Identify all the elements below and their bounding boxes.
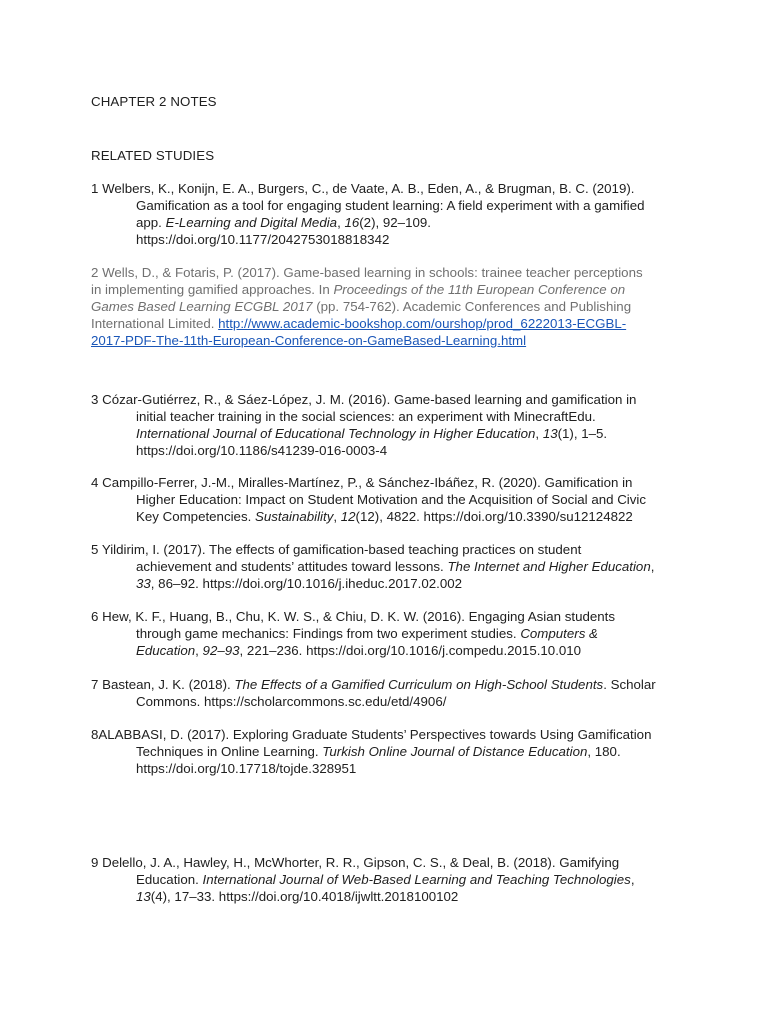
section-title: RELATED STUDIES — [91, 148, 215, 163]
reference-item: 7 Bastean, J. K. (2018). The Effects of a Gamified Curriculum on High-School Students. Scholar Commons. https://scholarcommons.sc.edu/etd/4906/ — [91, 677, 656, 709]
chapter-title: CHAPTER 2 NOTES — [91, 94, 217, 109]
reference-item: 2 Wells, D., & Fotaris, P. (2017). Game-based learning in schools: trainee teacher perceptions in implementing gamified approaches. In Proceedings of the 11th European Conference on Games Based Learning ECGBL 2017 (pp. 754-762). Academic Conferences and Publishing International Limited. http://www.academic-bookshop.com/ourshop/prod_6222013-ECGBL- 2017-PDF-The-11th-European-Conference-on-GameBased-Learning.html — [91, 265, 643, 348]
reference-link-continued[interactable]: 2017-PDF-The-11th-European-Conference-on-GameBased-Learning.html — [91, 333, 527, 348]
reference-item: 8ALABBASI, D. (2017). Exploring Graduate Students’ Perspectives towards Using Gamification Techniques in Online Learning. Turkish Online Journal of Distance Education, 180. https://doi.org/10.17718/tojde.328951 — [91, 727, 652, 776]
reference-item: 6 Hew, K. F., Huang, B., Chu, K. W. S., & Chiu, D. K. W. (2016). Engaging Asian students through game mechanics: Findings from two experiment studies. Computers & Education, 92–93, 221–236. https://doi.org/10.1016/j.compedu.2015.10.010 — [91, 609, 616, 658]
reference-item: 9 Delello, J. A., Hawley, H., McWhorter, R. R., Gipson, C. S., & Deal, B. (2018). Gamifying Education. International Journal of Web-Based Learning and Teaching Technologies, 13(4), 17–33. https://doi.org/10.4018/ijwltt.2018100102 — [91, 855, 635, 904]
reference-item: 5 Yildirim, I. (2017). The effects of gamification-based teaching practices on student achievement and students’ attitudes toward lessons. The Internet and Higher Education, 33, 86–92. https://doi.org/10.1016/j.iheduc.2017.02.002 — [91, 542, 655, 591]
reference-item: 1 Welbers, K., Konijn, E. A., Burgers, C., de Vaate, A. B., Eden, A., & Brugman, B. C. (2019). Gamification as a tool for engaging student learning: A field experiment with a gamified app. E-Learning and Digital Media, 16(2), 92–109. https://doi.org/10.1177/2042753018818342 — [91, 181, 645, 247]
reference-link[interactable]: http://www.academic-bookshop.com/ourshop/prod_6222013-ECGBL- — [218, 316, 627, 331]
reference-item: 4 Campillo-Ferrer, J.-M., Miralles-Martínez, P., & Sánchez-Ibáñez, R. (2020). Gamification in Higher Education: Impact on Student Motivation and the Acquisition of Social and Civic Key Competencies. Sustainability, 12(12), 4822. https://doi.org/10.3390/su12124822 — [91, 475, 647, 524]
reference-item: 3 Cózar-Gutiérrez, R., & Sáez-López, J. M. (2016). Game-based learning and gamification in initial teacher training in the social sciences: an experiment with MinecraftEdu. International Journal of Educational Technology in Higher Education, 13(1), 1–5. https://doi.org/10.1186/s41239-016-0003-4 — [91, 392, 637, 458]
